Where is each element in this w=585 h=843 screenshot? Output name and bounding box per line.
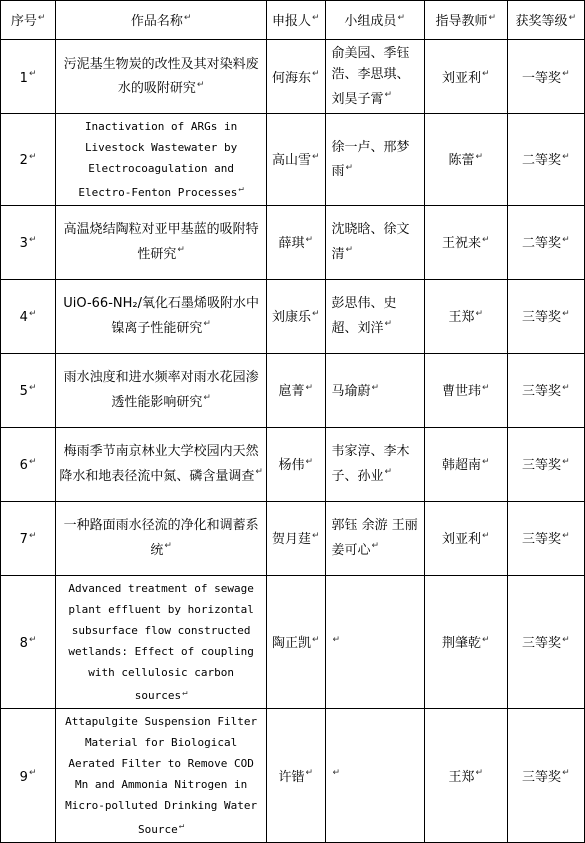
row-members: 韦家淳、李木子、孙业 ↵ [325,427,424,501]
row-number: 5 ↵ [1,353,56,427]
table-row [1,205,585,279]
row-teacher: 陈蕾 ↵ [424,114,507,206]
header-members: 小组成员 ↵ [325,1,424,40]
row-title: 污泥基生物炭的改性及其对染料废水的吸附研究 ↵ [56,40,267,114]
header-title: 作品名称 ↵ [56,1,267,40]
row-teacher: 刘亚利 ↵ [424,501,507,575]
row-title: 一种路面雨水径流的净化和调蓄系统 ↵ [56,501,267,575]
row-teacher: 王郑 ↵ [424,279,507,353]
header-row [1,1,585,40]
row-number: 1 ↵ [1,40,56,114]
table-row [1,40,585,114]
table-row [1,353,585,427]
row-teacher: 荆肇乾 ↵ [424,575,507,709]
row-teacher: 刘亚利 ↵ [424,40,507,114]
row-members: 郭钰 余游 王丽 姜可心 ↵ [325,501,424,575]
header-teacher: 指导教师 ↵ [424,1,507,40]
row-members: 俞美园、季钰浩、李思琪、刘昊子霄 ↵ [325,40,424,114]
header-award: 获奖等级 ↵ [507,1,584,40]
row-award: 三等奖 ↵ [507,353,584,427]
row-award: 三等奖 ↵ [507,501,584,575]
row-teacher: 王郑 ↵ [424,709,507,843]
row-number: 7 ↵ [1,501,56,575]
row-teacher: 曹世玮 ↵ [424,353,507,427]
row-award: 二等奖 ↵ [507,205,584,279]
row-award: 一等奖 ↵ [507,40,584,114]
row-members: 徐一卢、邢梦雨 ↵ [325,114,424,206]
table-row [1,279,585,353]
row-members [325,575,424,709]
row-title: UiO-66-NH₂/氧化石墨烯吸附水中镍离子性能研究 ↵ [56,279,267,353]
header-no: 序号 ↵ [1,1,56,40]
row-teacher: 韩超南 ↵ [424,427,507,501]
table-body [1,40,585,843]
row-title: 高温烧结陶粒对亚甲基蓝的吸附特性研究 ↵ [56,205,267,279]
table-row [1,709,585,843]
row-title: 雨水浊度和进水频率对雨水花园渗透性能影响研究 ↵ [56,353,267,427]
row-teacher: 王祝来 ↵ [424,205,507,279]
row-title: Attapulgite Suspension Filter Material for Biological Aerated Filter to Remove COD Mn and Ammonia Nitrogen in Micro-polluted Drinking Water Source ↵ [56,709,267,843]
row-applicant: 薛琪 ↵ [267,205,326,279]
row-number: 3 ↵ [1,205,56,279]
row-number: 4 ↵ [1,279,56,353]
row-award: 三等奖 ↵ [507,279,584,353]
row-applicant: 许锴 ↵ [267,709,326,843]
row-applicant: 扈菁 ↵ [267,353,326,427]
row-applicant: 贺月莛 ↵ [267,501,326,575]
row-members [325,709,424,843]
row-award: 三等奖 ↵ [507,575,584,709]
row-award: 三等奖 ↵ [507,427,584,501]
row-number: 9 ↵ [1,709,56,843]
table-row [1,114,585,206]
row-applicant: 杨伟 ↵ [267,427,326,501]
row-applicant: 刘康乐 ↵ [267,279,326,353]
row-title: Advanced treatment of sewage plant effluent by horizontal subsurface flow constructed wetlands: Effect of coupling with cellulosic carbon sources ↵ [56,575,267,709]
table-row [1,427,585,501]
row-members: 沈晓晗、徐文清 ↵ [325,205,424,279]
row-members: 彭思伟、史超、刘洋 ↵ [325,279,424,353]
row-number: 6 ↵ [1,427,56,501]
row-title: Inactivation of ARGs in Livestock Wastewater by Electrocoagulation and Electro-Fenton Processes ↵ [56,114,267,206]
row-award: 三等奖 ↵ [507,709,584,843]
row-applicant: 高山雪 ↵ [267,114,326,206]
table-row [1,575,585,709]
row-members: 马瑜蔚 ↵ [325,353,424,427]
row-applicant: 陶正凯 ↵ [267,575,326,709]
row-number: 2 ↵ [1,114,56,206]
row-title: 梅雨季节南京林业大学校园内天然降水和地表径流中氮、磷含量调查 ↵ [56,427,267,501]
row-award: 二等奖 ↵ [507,114,584,206]
row-applicant: 何海东 ↵ [267,40,326,114]
header-applicant: 申报人 ↵ [267,1,326,40]
row-number: 8 ↵ [1,575,56,709]
table-row [1,501,585,575]
